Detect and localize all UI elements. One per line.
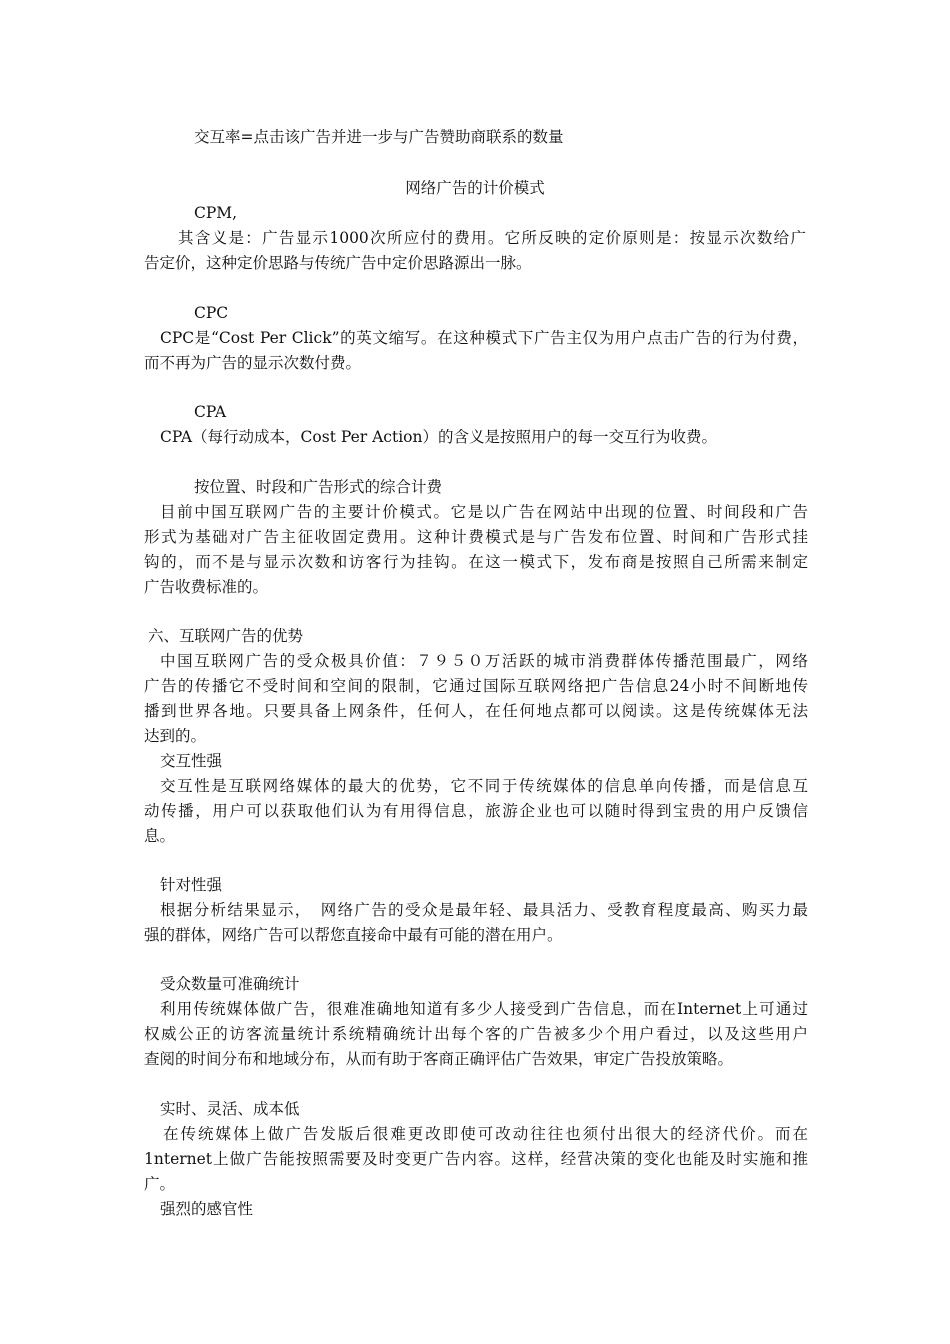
- subheading-combined-billing: 按位置、时段和广告形式的综合计费: [194, 478, 443, 496]
- subheading-cpc: CPC: [194, 304, 229, 322]
- text-line: 形式为基础对广告主征收固定费用。这种计费模式是与广告发布位置、时间和广告形式挂: [144, 528, 808, 546]
- section-heading: 六、互联网广告的优势: [148, 627, 304, 645]
- text-line: 广。: [144, 1175, 176, 1193]
- text-line: 交互性是互联网络媒体的最大的优势，它不同于传统媒体的信息单向传播，而是信息互: [160, 777, 808, 795]
- subheading-audience-statistics: 受众数量可准确统计: [160, 975, 300, 993]
- subheading-realtime-flexible: 实时、灵活、成本低: [160, 1100, 300, 1118]
- text-line: 达到的。: [144, 727, 207, 745]
- text-line: 广告收费标准的。: [144, 578, 269, 596]
- subheading-cpa: CPA: [194, 403, 227, 421]
- text-line: 权威公正的访客流量统计系统精确统计出每个客的广告被多少个用户看过，以及这些用户: [144, 1025, 808, 1043]
- text-line: 动传播，用户可以获取他们认为有用得信息，旅游企业也可以随时得到宝贵的用户反馈信: [144, 802, 808, 820]
- subheading-targeting: 针对性强: [160, 876, 223, 894]
- text-line: 1nternet上做广告能按照需要及时变更广告内容。这样，经营决策的变化也能及时实施和推: [144, 1150, 808, 1168]
- text-line: CPC是“Cost Per Click”的英文缩写。在这种模式下广告主仅为用户点击广告的行为付费，: [160, 329, 808, 347]
- text-line: 息。: [144, 827, 176, 845]
- text-line: 在传统媒体上做广告发版后很难更改即使可改动往往也须付出很大的经济代价。而在: [163, 1125, 808, 1143]
- subheading-cpm: CPM,: [194, 204, 238, 222]
- text-line: 而不再为广告的显示次数付费。: [144, 354, 362, 372]
- text-line: 中国互联网广告的受众极具价值：７９５０万活跃的城市消费群体传播范围最广，网络: [160, 652, 808, 670]
- text-line: 交互率=点击该广告并进一步与广告赞助商联系的数量: [194, 128, 564, 146]
- text-line: 根据分析结果显示， 网络广告的受众是最年轻、最具活力、受教育程度最高、购买力最: [160, 901, 808, 919]
- text-line: 其含义是：广告显示1000次所应付的费用。它所反映的定价原则是：按显示次数给广: [178, 229, 806, 247]
- subheading-sensory: 强烈的感官性: [160, 1200, 254, 1218]
- section-heading: 网络广告的计价模式: [405, 179, 545, 197]
- text-line: 查阅的时间分布和地域分布，从而有助于客商正确评估广告效果，审定广告投放策略。: [144, 1050, 734, 1068]
- text-line: CPA（每行动成本，Cost Per Action）的含义是按照用户的每一交互行为收费。: [160, 428, 717, 446]
- text-line: 强的群体，网络广告可以帮您直接命中最有可能的潜在用户。: [144, 926, 563, 944]
- text-line: 广告的传播它不受时间和空间的限制，它通过国际互联网络把广告信息24小时不间断地传: [144, 677, 808, 695]
- subheading-interactivity: 交互性强: [160, 752, 223, 770]
- text-line: 播到世界各地。只要具备上网条件，任何人，在任何地点都可以阅读。这是传统媒体无法: [144, 702, 808, 720]
- text-line: 利用传统媒体做广告，很难准确地知道有多少人接受到广告信息，而在Internet上可通过: [160, 1000, 808, 1018]
- text-line: 钩的，而不是与显示次数和访客行为挂钩。在这一模式下，发布商是按照自己所需来制定: [144, 553, 808, 571]
- text-line: 目前中国互联网广告的主要计价模式。它是以广告在网站中出现的位置、时间段和广告: [160, 503, 808, 521]
- text-line: 告定价，这种定价思路与传统广告中定价思路源出一脉。: [144, 254, 532, 272]
